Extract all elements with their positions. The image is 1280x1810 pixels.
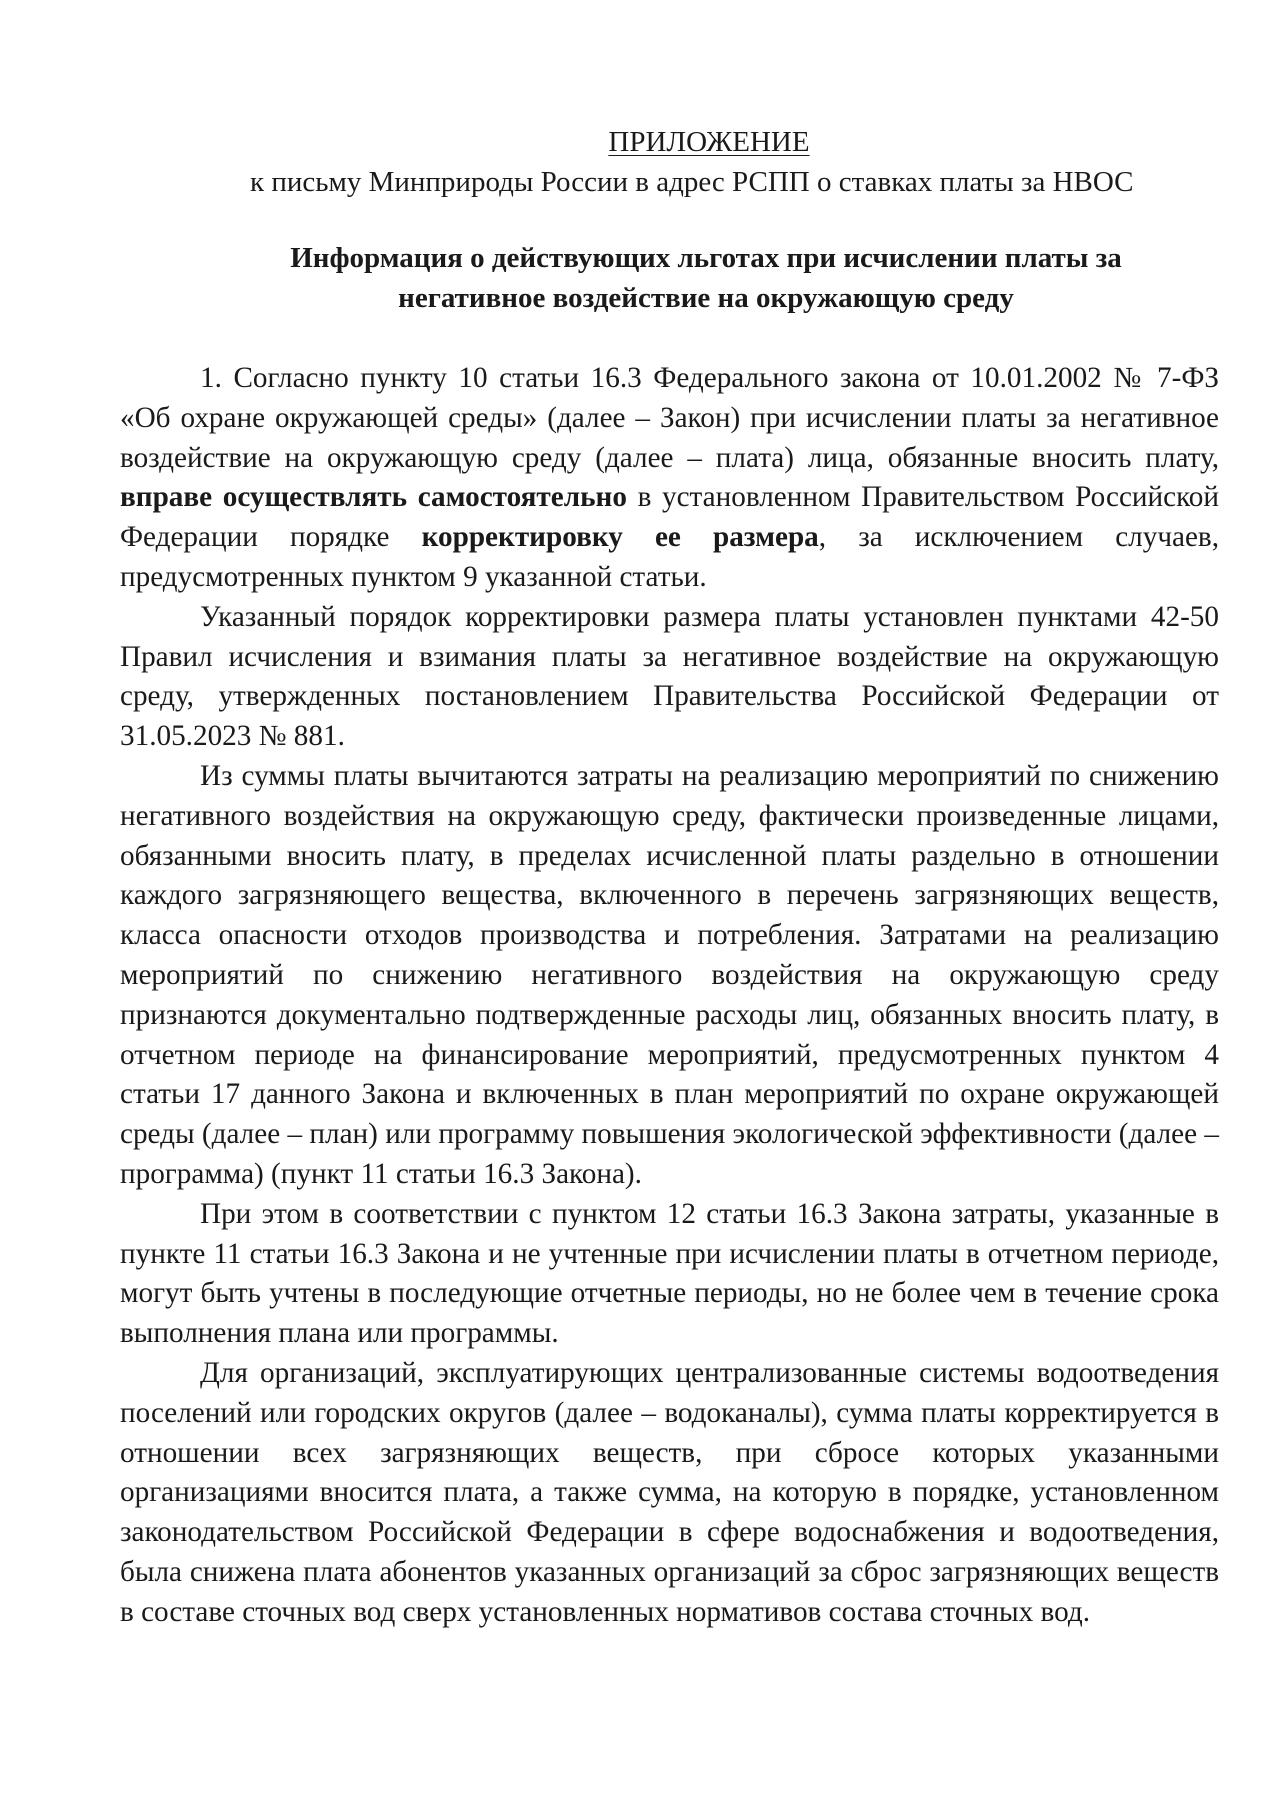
appendix-title: ПРИЛОЖЕНИЕ [608, 126, 810, 158]
paragraph-1-bold-2: корректировку ее размера [421, 521, 819, 554]
paragraph-1 [120, 359, 1219, 598]
paragraph-5: Для организаций, эксплуатирующих централизованные системы водоотведения поселений или городских округов (далее – водоканалы), сумма платы корректируется в отношении всех загрязняющих веществ, при сбросе которых указанными организациями вносится плата, а также сумма, на которую в порядке, установленном законодательством Российской Федерации в сфере водоснабжения и водоотведения, была снижена плата абонентов указанных организаций за сброс загрязняющих веществ в составе сточных вод сверх установленных нормативов состава сточных вод. [120, 1356, 1219, 1628]
paragraph-2: Указанный порядок корректировки размера платы установлен пунктами 42-50 Правил исчисления и взимания платы за негативное воздействие на окружающую среду, утвержденных постановлением Правительства Российской Федерации от 31.05.2023 № 881. [120, 600, 1219, 753]
document-heading [120, 238, 1280, 318]
paragraph-1-part-3: , за исключением случаев, предусмотренных пунктом 9 указанной статьи. [120, 521, 1219, 593]
document-body [120, 359, 1219, 1633]
document-heading-line-2: негативное воздействие на окружающую среду [398, 282, 1014, 314]
paragraph-3: Из суммы платы вычитаются затраты на реализацию мероприятий по снижению негативного воздействия на окружающую среду, фактически произведенные лицами, обязанными вносить плату, в пределах исчисленной платы раздельно в отношении каждого загрязняющего вещества, включенного в перечень загрязняющих веществ, класса опасности отходов производства и потребления. Затратами на реализацию мероприятий по снижению негативного воздействия на окружающую среду признаются документально подтвержденные расходы лиц, обязанных вносить плату, в отчетном периоде на финансирование мероприятий, предусмотренных пунктом 4 статьи 17 данного Закона и включенных в план мероприятий по охране окружающей среды (далее – план) или программу повышения экологической эффективности (далее – программа) (пункт 11 статьи 16.3 Закона). [120, 759, 1219, 1190]
document-heading-line-1: Информация о действующих льготах при исчислении платы за [290, 242, 1122, 274]
appendix-subtitle: к письму Минприроды России в адрес РСПП о ставках платы за НВОС [250, 166, 1134, 198]
paragraph-1-part-1: 1. Согласно пункту 10 статьи 16.3 Федерального закона от 10.01.2002 № 7-ФЗ «Об охране окружающей среды» (далее – Закон) при исчислении платы за негативное воздействие на окружающую среду (далее – плата) лица, обязанные вносить плату, [120, 362, 1219, 474]
paragraph-1-bold-1: вправе осуществлять самостоятельно [120, 481, 627, 514]
paragraph-4: При этом в соответствии с пунктом 12 статьи 16.3 Закона затраты, указанные в пункте 11 статьи 16.3 Закона и не учтенные при исчислении платы в отчетном периоде, могут быть учтены в последующие отчетные периоды, но не более чем в течение срока выполнения плана или программы. [120, 1197, 1219, 1350]
paragraph-1-part-2: в установленном Правительством Российской Федерации порядке [120, 481, 1220, 554]
